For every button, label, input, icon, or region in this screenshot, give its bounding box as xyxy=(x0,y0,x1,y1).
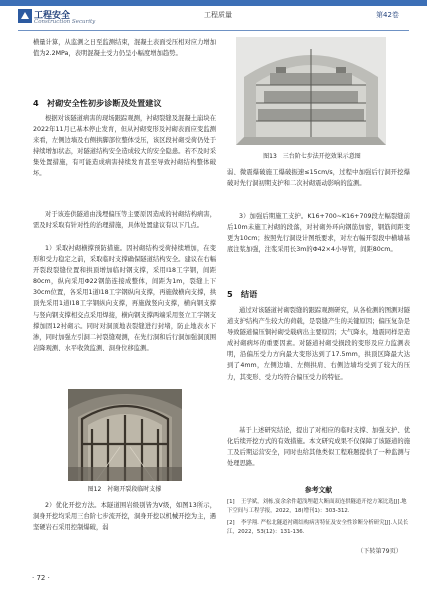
paragraph-measures-intro: 对于该连供隧道由浅埋偏压等主要原因造成的衬砌结构病害，需及时采取有针对性的治理措施，具体处置建议有以下几点。 xyxy=(33,211,216,230)
reference-number: [2] xyxy=(227,520,235,526)
reference-item xyxy=(227,498,410,516)
volume-label: 第42卷 xyxy=(376,11,399,19)
figure-13-caption: 图13 三台阶七步法开挖效果示意图 xyxy=(263,153,361,160)
continued-note: （下转第79页） xyxy=(357,548,402,555)
journal-subtitle: Construction Security xyxy=(34,19,96,25)
page-number: · 72 · xyxy=(32,574,50,582)
header-divider xyxy=(18,30,409,31)
figure-12-caption: 图12 衬砌开裂段临时支撑 xyxy=(87,486,162,493)
section-4-heading: 4 衬砌安全性初步诊断及处置建议 xyxy=(33,98,162,108)
paragraph-diagnosis: 根据对该隧道病害的现场跟踪观测，衬砌裂缝及混凝土崩块在2022年11月已基本停止发育，但从衬砌变形及衬砌表面应变监测来看，左侧边墙及右侧拱脚部位整体受压，该区段衬砌受荷仍处于持续增加状态，对隧道结构安全造成较大的安全隐患。若不及时采集处置措施，有可能造成病害持续发育甚至导致衬砌结构整体破坏。 xyxy=(33,115,216,178)
reference-number: [1] xyxy=(227,499,235,505)
journal-title: 工程安全 xyxy=(34,11,71,21)
column-name: 工程质量 xyxy=(204,11,232,19)
header-accent-bar xyxy=(0,0,427,6)
paragraph-conclusion: 通过对该隧道衬砌裂缝的跟踪观测研究，从各检测的图测对隧道支护结构产生较大的荷载，是裂缝产生的关键原因；偏压复杂是导致隧道偏压铜衬砌受载病出主要原因；大气降水，地震同样是造成衬砌病坏的重要因素。对隧道衬砌受损段的变形及应力监测表明，沿偏压受力方向最大变形达到了17.5mm，拱顶区降最大达到了4mm，左侧边墙、左侧拱肩、右侧边墙均受到了较大的压力，其变形、受力均符合偏压受力的特征。 xyxy=(227,307,410,381)
paragraph-excavation-method: 2）优化开挖方法。本隧道围岩级别皆为V级，如图13所示，洞身开挖均采用三台阶七步流开挖，洞身开挖以机械开挖为主，遇坚硬岩石采用控制爆破，弱 xyxy=(33,502,216,532)
paragraph-temporary-support: 1）采取衬砌横撑预防措施。因衬砌结构受荷持续增加，在变形和受力稳定之前，采取临时支撑确保隧道结构安全。建议在右幅开裂段裂缝位置和拱顶增加临时钢支撑，采用I18工字钢，间距80cm，纵向采用Φ22钢筋连接成整体，间距为1m，裂缝上下30cm位置，各采用1道I18工字钢纵向支撑，再施做横向支撑，拱顶先采用1道I18工字钢纵向支撑，再施做竖向支撑，横向钢支撑与竖向钢支撑相交点采用焊接，横向钢支撑两端采用竖立工字钢支撑加固12衬砌示。同时对洞顶地表裂缝进行封堵，防止地表水下渗，同时加强左引洞二衬裂缝观测，在先行洞和后行洞加强洞顶围岩降观测、水平收敛监测、洞身位移监测。 xyxy=(33,245,216,352)
section-5-heading: 5 结语 xyxy=(227,289,258,299)
paragraph-contribution: 基于上述研究结论，提出了对相应的临时支撑、加强支护、优化后续开挖方式的有效措施。本文研究成果不仅保障了该隧道的施工及后期运营安全，同时也给其他类似工程难题提供了一种监测与处理思路。 xyxy=(227,427,410,468)
journal-logo-icon xyxy=(18,9,32,23)
reference-text: 李学翔. 严松北隧道衬砌结构病害特征及安全性诊断分析研究[J].人民长江，2022，53(12)：131-136. xyxy=(227,520,409,536)
references-heading: 参考文献 xyxy=(304,486,333,494)
paragraph-later-support: 3）加强后期施工支护。K16+700~K16+709段左幅裂缝前后10m未施工衬砌的段落，对衬砌外环向钢筋加密，钢筋间距变更为10cm；按照先行洞设计图纸要求，对左右幅开裂段中横墙基底注浆加强，注浆采用长3m的Φ42×4小导管，间距80cm。 xyxy=(227,213,410,254)
paragraph-blasting-control: 弱、微震爆破施工爆破振速≤15cm/s，过程中加强后行洞开挖爆破对先行洞初期支护和二次衬砌震动影响的监测。 xyxy=(227,169,410,188)
figure-13-diagram xyxy=(236,37,386,145)
intro-paragraph: 横量计算，从监测之日至监测结束，混凝土表面受压相对应力增加值为2.2MPa，表明混凝土受力仍呈小幅度增加趋势。 xyxy=(33,39,216,58)
reference-item xyxy=(227,519,410,537)
reference-text: 王学斌，刘栋,宴余余件超浅埋超大断面双连拱隧道开挖方案比选[J].地下空间与工程学报，2022，18(增刊1)：303-312. xyxy=(227,499,407,515)
figure-12-photo xyxy=(68,389,182,481)
